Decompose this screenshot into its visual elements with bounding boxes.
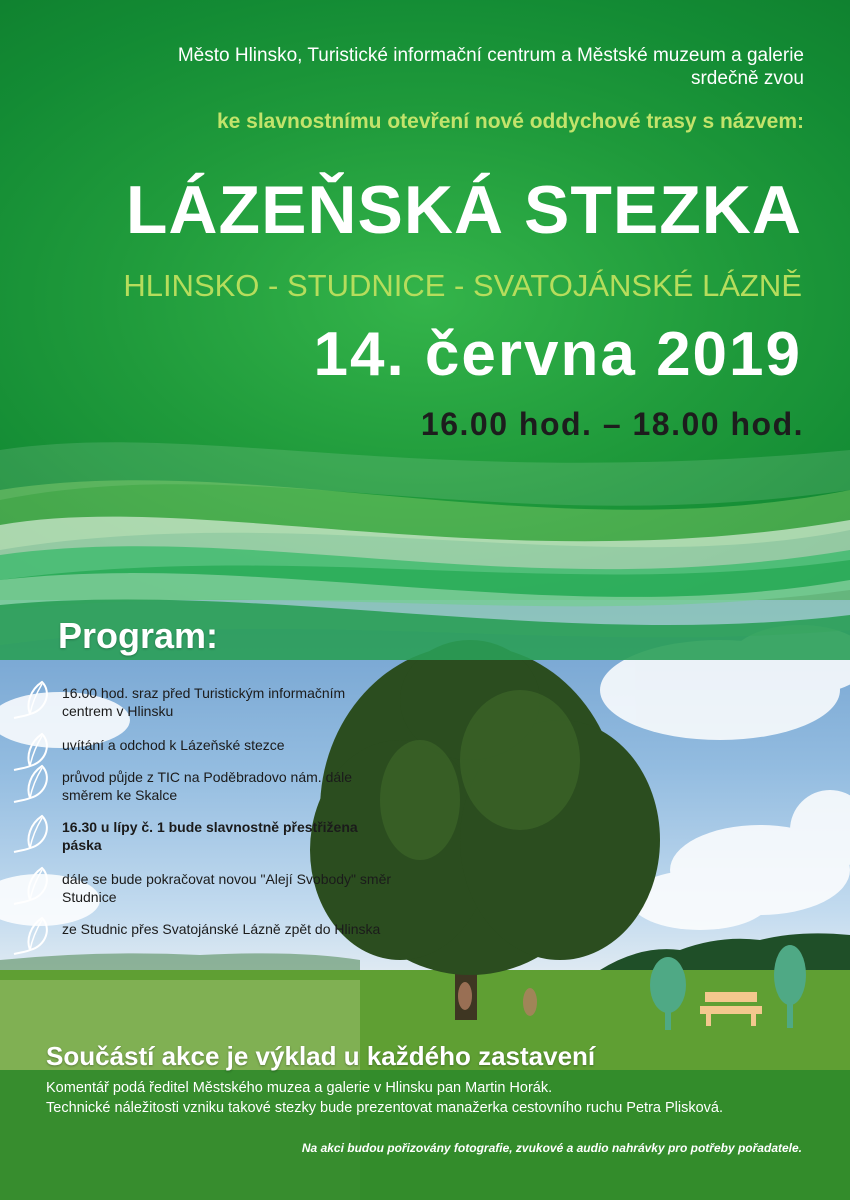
- program-heading: Program:: [58, 615, 219, 656]
- program-item-text: 16.00 hod. sraz před Turistickým informačním centrem v Hlinsku: [62, 685, 346, 719]
- commentary-text: Komentář podá ředitel Městského muzea a galerie v Hlinsku pan Martin Horák.: [46, 1080, 553, 1096]
- leaf-icon: [12, 762, 56, 806]
- presentation-text: Technické náležitosti vzniku takové stezky bude prezentovat manažerka cestovního ruchu Petra Plisková.: [46, 1100, 724, 1116]
- route-subtitle: HLINSKO - STUDNICE - SVATOJÁNSKÉ LÁZNĚ: [123, 268, 802, 303]
- event-time: 16.00 hod. – 18.00 hod.: [420, 406, 804, 442]
- program-item-text: 16.30 u lípy č. 1 bude slavnostně přestřižena páska: [62, 819, 358, 853]
- event-title: LÁZEŇSKÁ STEZKA: [125, 172, 802, 248]
- photo-notice: Na akci budou pořizovány fotografie, zvukové a audio nahrávky pro potřeby pořadatele.: [301, 1141, 802, 1155]
- leaf-icon: [12, 678, 56, 722]
- list-item: [12, 762, 392, 806]
- program-item-text: ze Studnic přes Svatojánské Lázně zpět do Hlinska: [62, 921, 381, 937]
- intro-invite: srdečně zvou: [690, 68, 804, 89]
- list-item: [12, 678, 392, 722]
- intro-organizers: Město Hlinsko, Turistické informační centrum a Městské muzeum a galerie: [177, 45, 804, 66]
- leaf-icon: [12, 812, 56, 856]
- program-item-text: uvítání a odchod k Lázeňské stezce: [62, 737, 285, 753]
- event-date: 14. června 2019: [313, 320, 802, 389]
- list-item: [12, 914, 392, 958]
- program-item-text: dále se bude pokračovat novou "Alejí Svobody" směr Studnice: [62, 871, 392, 905]
- list-item: [12, 864, 392, 908]
- list-item: [12, 812, 392, 856]
- program-item-text: průvod půjde z TIC na Poděbradovo nám. dále směrem ke Skalce: [62, 769, 353, 803]
- leaf-icon: [12, 914, 56, 958]
- bottom-heading: Součástí akce je výklad u každého zastavení: [46, 1041, 596, 1071]
- intro-occasion: ke slavnostnímu otevření nové oddychové trasy s názvem:: [216, 110, 804, 133]
- leaf-icon: [12, 864, 56, 908]
